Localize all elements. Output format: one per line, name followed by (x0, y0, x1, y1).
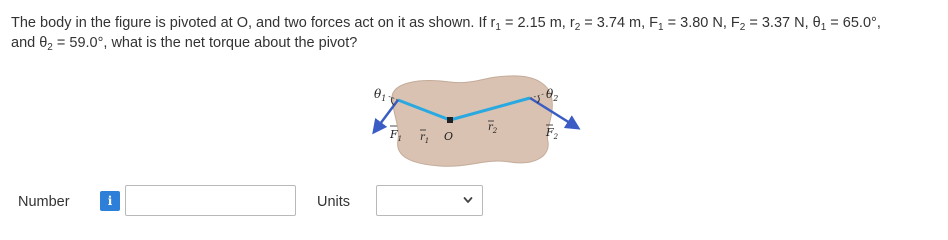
units-label: Units (317, 194, 351, 210)
f1-label: $F_1$ (390, 128, 403, 143)
units-select[interactable] (376, 185, 483, 216)
torque-figure (360, 70, 600, 174)
question-line-1: The body in the figure is pivoted at O, and two forces act on it as shown. If $r_1 = 2.15$ m, $r_2 = 3.74$ m, $F_1 = 3.80$ N, $F_2 = 3.37$ N, $\theta_1 = 65.0^\circ$, (11, 15, 881, 33)
f2-label: $F_2$ (546, 126, 559, 141)
theta2-label: $\theta_2$ (546, 87, 559, 103)
pivoted-body (392, 76, 552, 166)
answer-row (0, 185, 948, 217)
number-input[interactable] (125, 185, 296, 216)
question-line-2: and $\theta_2 = 59.0^\circ$, what is the net torque about the pivot? (11, 35, 358, 53)
r1-label: $r_1$ (420, 132, 430, 145)
r2-label: $r_2$ (488, 122, 498, 135)
info-glyph: i (107, 194, 113, 208)
question-text (11, 13, 941, 53)
theta1-label: $\theta_1$ (374, 87, 387, 103)
chevron-down-icon (463, 195, 473, 205)
pivot-label: O (444, 130, 454, 143)
pivot-point (447, 117, 453, 123)
number-label: Number (18, 194, 70, 210)
info-icon[interactable] (100, 191, 120, 211)
figure-svg (360, 70, 600, 174)
